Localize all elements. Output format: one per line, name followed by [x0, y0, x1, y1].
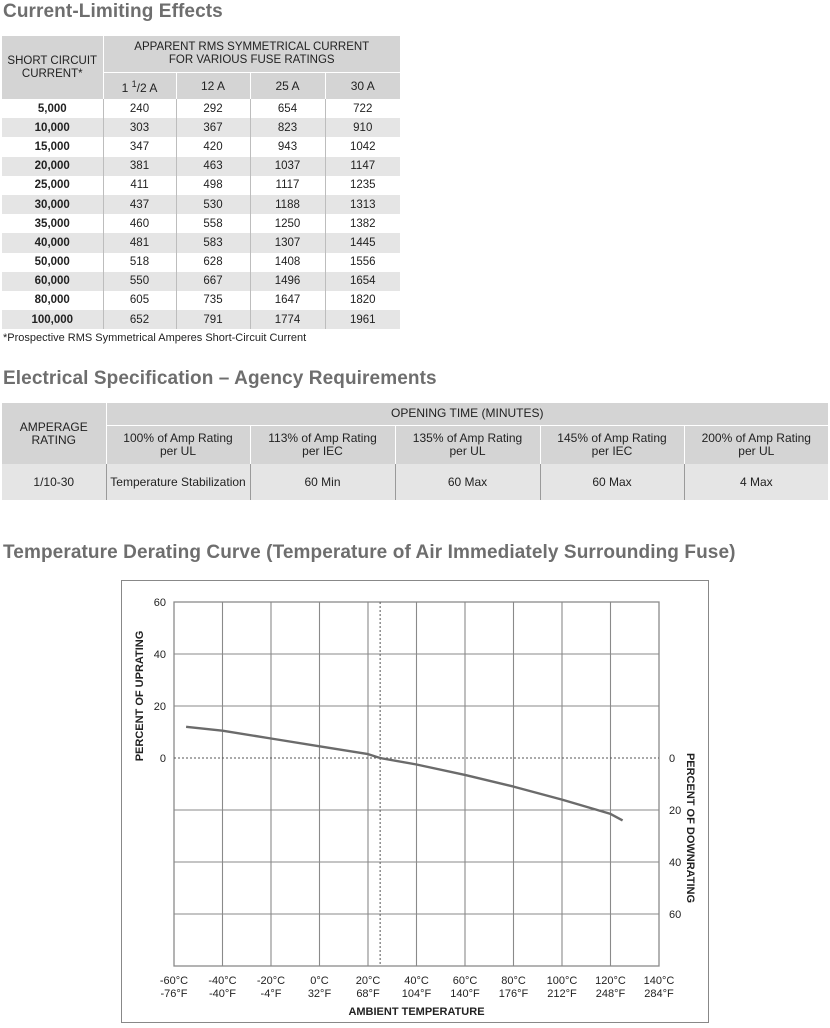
derating-chart-svg [122, 581, 710, 1024]
rating-30-cell: 1382 [325, 214, 400, 233]
short-circuit-cell: 35,000 [34, 217, 70, 230]
rating-30-cell: 1556 [325, 253, 400, 272]
x-tick-label-celsius: -60°C [159, 975, 189, 987]
table-row [2, 176, 400, 195]
rating-1-5-cell: 550 [103, 272, 176, 291]
short-circuit-cell: 10,000 [2, 118, 103, 137]
rating-1-5-cell: 605 [103, 291, 176, 310]
table-row [2, 233, 400, 252]
y-tick-left-label: 0 [159, 753, 166, 765]
rating-12-cell: 667 [176, 272, 250, 291]
short-circuit-cell: 60,000 [2, 272, 103, 291]
col-200-ul: 200% of Amp Rating per UL [684, 425, 828, 464]
rating-25-cell: 1037 [250, 157, 325, 176]
amperage-rating-header: AMPERAGE RATING [2, 403, 106, 464]
rating-12-cell: 628 [176, 253, 250, 272]
rating-12-cell: 530 [176, 195, 250, 214]
rating-25-cell: 823 [250, 118, 325, 137]
x-tick-label-celsius: 60°C [452, 975, 478, 987]
x-tick-label-fahrenheit: 104°F [401, 988, 432, 1000]
table-row [2, 253, 400, 272]
rating-1-5-cell: 652 [103, 310, 176, 329]
x-tick-label-fahrenheit: 32°F [307, 988, 332, 1000]
rating-30-cell: 722 [325, 99, 400, 118]
x-tick-label-fahrenheit: -76°F [160, 988, 188, 1000]
x-tick-label-celsius: -20°C [256, 975, 286, 987]
rating-25-cell: 1774 [250, 310, 325, 329]
short-circuit-cell: 50,000 [34, 256, 70, 269]
short-circuit-cell: 40,000 [2, 233, 103, 252]
x-tick-label-celsius: 120°C [595, 975, 626, 987]
table-row [2, 137, 400, 156]
spec-value-113-iec: 60 Min [250, 464, 395, 500]
y-tick-right-label: 20 [669, 805, 682, 817]
spec-value-135-ul: 60 Max [395, 464, 540, 500]
short-circuit-cell: 25,000 [34, 179, 70, 192]
rating-1-5-cell: 437 [103, 195, 176, 214]
table-row [2, 118, 400, 137]
y-axis-title-downrating: PERCENT OF DOWNRATING [684, 752, 696, 904]
y-tick-left-label: 20 [153, 701, 166, 713]
section-title-electrical-spec: Electrical Specification – Agency Requirements [3, 368, 437, 389]
x-tick-label-celsius: 140°C [643, 975, 675, 987]
spec-value-145-iec: 60 Max [540, 464, 684, 500]
spec-value-200-ul: 4 Max [684, 464, 828, 500]
short-circuit-cell: 5,000 [37, 102, 67, 115]
rating-header-1-5: 1 $^1$/2 A [103, 72, 176, 99]
rating-25-cell: 943 [250, 137, 325, 156]
table-row [2, 310, 400, 329]
short-circuit-header: SHORT CIRCUIT CURRENT* [2, 36, 103, 99]
x-tick-label-fahrenheit: 284°F [644, 988, 674, 1000]
rating-1-5-cell: 481 [103, 233, 176, 252]
short-circuit-cell: 20,000 [2, 157, 103, 176]
rating-30-cell: 1445 [325, 233, 400, 252]
rating-1-5-cell: 518 [103, 253, 176, 272]
x-axis-title: AMBIENT TEMPERATURE [348, 1006, 485, 1018]
x-tick-label-fahrenheit: 248°F [595, 988, 626, 1000]
x-tick-label-celsius: 80°C [501, 975, 526, 987]
rating-12-cell: 583 [176, 233, 250, 252]
x-tick-label-celsius: 100°C [546, 975, 578, 987]
x-tick-label-fahrenheit: 68°F [356, 988, 380, 1000]
y-tick-right-label: 0 [669, 753, 676, 765]
rating-12-cell: 292 [176, 99, 250, 118]
col-113-iec: 113% of Amp Rating per IEC [250, 425, 395, 464]
y-tick-right-label: 60 [669, 909, 682, 921]
rating-12-cell: 791 [176, 310, 250, 329]
opening-time-header: OPENING TIME (MINUTES) [106, 403, 828, 425]
spec-amperage: 1/10-30 [2, 464, 106, 500]
rating-30-cell: 1313 [325, 195, 400, 214]
x-tick-label-celsius: 0°C [310, 975, 329, 987]
section-title-derating-curve: Temperature Derating Curve (Temperature of Air Immediately Surrounding Fuse) [3, 542, 736, 563]
rating-12-cell: 463 [176, 157, 250, 176]
derating-curve [186, 727, 622, 821]
x-tick-label-fahrenheit: 140°F [450, 988, 480, 1000]
y-axis-title-uprating: PERCENT OF UPRATING [134, 630, 146, 762]
col-135-ul: 135% of Amp Rating per UL [395, 425, 540, 464]
rating-header-25: 25 A [250, 72, 325, 99]
rating-1-5-cell: 411 [103, 176, 176, 195]
x-tick-label-fahrenheit: -40°F [208, 988, 237, 1000]
rating-header-30: 30 A [325, 72, 400, 99]
rating-30-cell: 1820 [325, 291, 400, 310]
rating-1-5-cell: 381 [103, 157, 176, 176]
rating-12-cell: 367 [176, 118, 250, 137]
electrical-spec-table [2, 403, 828, 500]
derating-chart [121, 580, 709, 1023]
rating-header-12: 12 A [176, 72, 250, 99]
y-tick-right-label: 40 [669, 857, 682, 869]
rating-25-cell: 654 [250, 99, 325, 118]
rating-1-5-cell: 347 [103, 137, 176, 156]
table-row [2, 195, 400, 214]
rating-30-cell: 1961 [325, 310, 400, 329]
rating-1-5-cell: 240 [103, 99, 176, 118]
col-145-iec: 145% of Amp Rating per IEC [540, 425, 684, 464]
rating-30-cell: 1654 [325, 272, 400, 291]
short-circuit-cell: 15,000 [34, 140, 70, 153]
short-circuit-cell: 30,000 [2, 195, 103, 214]
rating-12-cell: 420 [176, 137, 250, 156]
rating-25-cell: 1307 [250, 233, 325, 252]
rating-30-cell: 1235 [325, 176, 400, 195]
rating-30-cell: 910 [325, 118, 400, 137]
x-tick-label-celsius: 40°C [404, 975, 429, 987]
x-tick-label-fahrenheit: 212°F [547, 988, 577, 1000]
rating-12-cell: 735 [176, 291, 250, 310]
x-tick-label-celsius: 20°C [355, 975, 381, 987]
table-row [2, 272, 400, 291]
rating-25-cell: 1496 [250, 272, 325, 291]
x-tick-label-celsius: -40°C [208, 975, 237, 987]
x-tick-label-fahrenheit: -4°F [260, 988, 282, 1000]
short-circuit-cell: 80,000 [34, 294, 70, 307]
table-row [2, 291, 400, 310]
apparent-rms-header: APPARENT RMS SYMMETRICAL CURRENT FOR VARIOUS FUSE RATINGS [103, 36, 400, 72]
current-limiting-table-body [2, 99, 400, 329]
table-row [2, 99, 400, 118]
col-100-ul: 100% of Amp Rating per UL [106, 425, 250, 464]
footnote: *Prospective RMS Symmetrical Amperes Short-Circuit Current [3, 332, 307, 344]
rating-30-cell: 1042 [325, 137, 400, 156]
rating-12-cell: 558 [176, 214, 250, 233]
section-title-current-limiting: Current-Limiting Effects [3, 1, 223, 22]
y-tick-left-label: 40 [153, 649, 166, 661]
rating-25-cell: 1250 [250, 214, 325, 233]
rating-12-cell: 498 [176, 176, 250, 195]
spec-row [2, 464, 828, 500]
rating-30-cell: 1147 [325, 157, 400, 176]
current-limiting-table [2, 36, 400, 329]
x-tick-label-fahrenheit: 176°F [498, 988, 529, 1000]
rating-1-5-cell: 460 [103, 214, 176, 233]
rating-25-cell: 1647 [250, 291, 325, 310]
rating-25-cell: 1117 [250, 176, 325, 195]
rating-1-5-cell: 303 [103, 118, 176, 137]
rating-25-cell: 1188 [250, 195, 325, 214]
y-tick-left-label: 60 [153, 597, 166, 609]
short-circuit-cell: 100,000 [2, 310, 103, 329]
table-row [2, 214, 400, 233]
table-row [2, 157, 400, 176]
spec-value-100-ul: Temperature Stabilization [106, 464, 250, 500]
rating-25-cell: 1408 [250, 253, 325, 272]
